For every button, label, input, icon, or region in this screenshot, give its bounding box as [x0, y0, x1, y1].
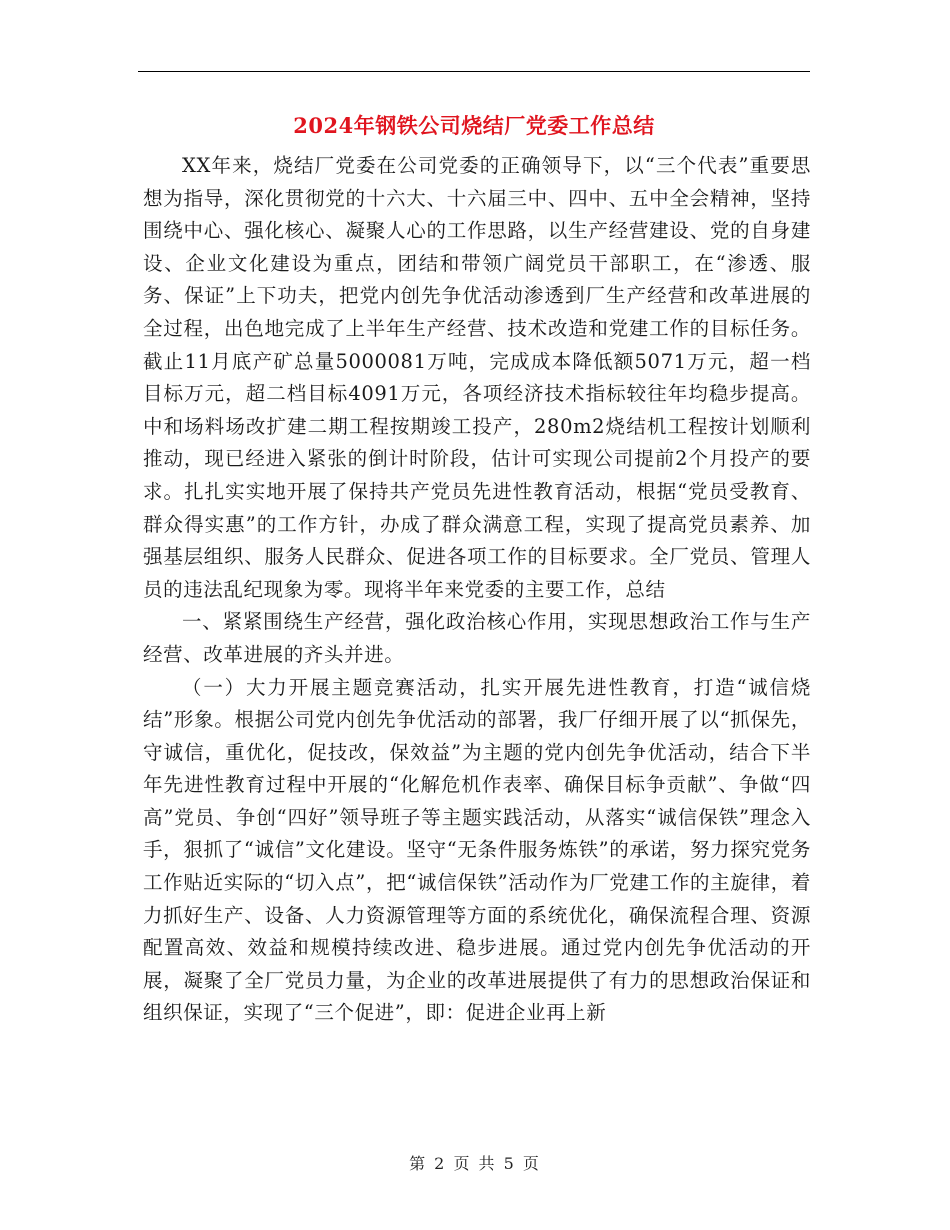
document-body	[143, 150, 811, 1030]
paragraph-section-heading: 一、紧紧围绕生产经营，强化政治核心作用，实现思想政治工作与生产经营、改革进展的齐头并进。	[143, 610, 811, 666]
header-rule	[138, 71, 810, 72]
paragraph-intro: XX年来，烧结厂党委在公司党委的正确领导下，以“三个代表”重要思想为指导，深化贯彻党的十六大、十六届三中、四中、五中全会精神，坚持围绕中心、强化核心、凝聚人心的工作思路，以生产经营建设、党的自身建设、企业文化建设为重点，团结和带领广阔党员干部职工，在“渗透、服务、保证”上下功夫，把党内创先争优活动渗透到厂生产经营和改革进展的全过程，出色地完成了上半年生产经营、技术改造和党建工作的目标任务。截止11月底产矿总量5000081万吨，完成成本降低额5071万元，超一档目标万元，超二档目标4091万元，各项经济技术指标较往年均稳步提高。中和场料场改扩建二期工程按期竣工投产，280m2烧结机工程按计划顺利推动，现已经进入紧张的倒计时阶段，估计可实现公司提前2个月投产的要求。扎扎实实地开展了保持共产党员先进性教育活动，根据“党员受教育、群众得实惠”的工作方针，办成了群众满意工程，实现了提高党员素养、加强基层组织、服务人民群众、促进各项工作的目标要求。全厂党员、管理人员的违法乱纪现象为零。现将半年来党委的主要工作，总结	[143, 154, 811, 601]
document-title: 2024年钢铁公司烧结厂党委工作总结	[293, 113, 655, 138]
paragraph-subsection-one: （一）大力开展主题竞赛活动，扎实开展先进性教育，打造“诚信烧结”形象。根据公司党内创先争优活动的部署，我厂仔细开展了以“抓保先，守诚信，重优化，促技改，保效益”为主题的党内创先争优活动，结合下半年先进性教育过程中开展的“化解危机作表率、确保目标争贡献”、争做“四高”党员、争创“四好”领导班子等主题实践活动，从落实“诚信保铁”理念入手，狠抓了“诚信”文化建设。坚守“无条件服务炼铁”的承诺，努力探究党务工作贴近实际的“切入点”，把“诚信保铁”活动作为厂党建工作的主旋律，着力抓好生产、设备、人力资源管理等方面的系统优化，确保流程合理、资源配置高效、效益和规模持续改进、稳步进展。通过党内创先争优活动的开展，凝聚了全厂党员力量，为企业的改革进展提供了有力的思想政治保证和组织保证，实现了“三个促进”，即：促进企业再上新	[143, 675, 811, 1025]
page-footer: 第 2 页 共 5 页	[409, 1154, 541, 1173]
